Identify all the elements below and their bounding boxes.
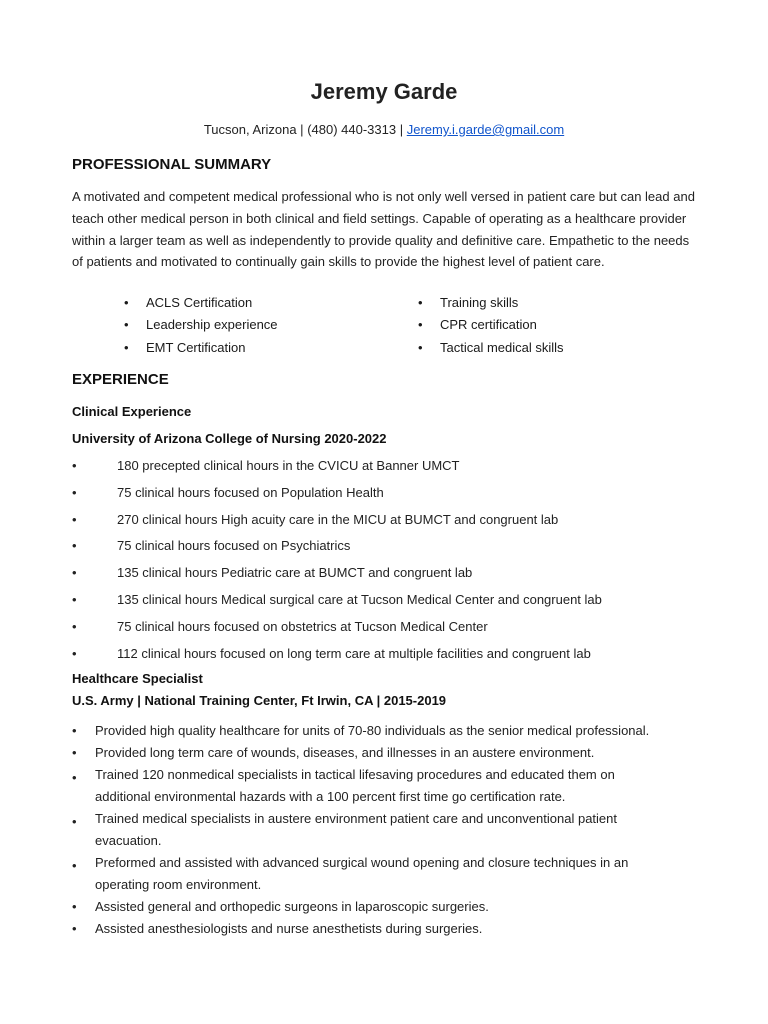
- bullet-icon: •: [72, 921, 77, 936]
- summary-heading: PROFESSIONAL SUMMARY: [72, 156, 272, 173]
- bullet-icon: •: [418, 340, 423, 355]
- experience-heading: EXPERIENCE: [72, 371, 169, 388]
- resume-name: Jeremy Garde: [310, 79, 458, 104]
- list-item: • Assisted general and orthopedic surgeons in laparoscopic surgeries.: [72, 899, 489, 914]
- bullet-icon: •: [72, 458, 77, 473]
- specialist-org: U.S. Army | National Training Center, Ft Irwin, CA | 2015-2019: [72, 693, 447, 708]
- list-item: • 75 clinical hours focused on Population Health: [72, 484, 384, 500]
- bullet-icon: •: [72, 858, 77, 873]
- bullet-icon: •: [72, 618, 77, 634]
- list-item: • 135 clinical hours Pediatric care at BUMCT and congruent lab: [72, 565, 473, 581]
- specialist-title: Healthcare Specialist: [72, 671, 203, 686]
- list-item: • Provided high quality healthcare for units of 70-80 individuals as the senior medical professional.: [72, 723, 650, 738]
- contact-separator: |: [300, 122, 304, 137]
- bullet-icon: •: [72, 899, 77, 914]
- list-item: • 270 clinical hours High acuity care in the MICU at BUMCT and congruent lab: [72, 511, 559, 527]
- list-item: • 75 clinical hours focused on Psychiatrics: [72, 538, 351, 554]
- clinical-list: [72, 458, 712, 672]
- list-item: • 135 clinical hours Medical surgical care at Tucson Medical Center and congruent lab: [72, 591, 602, 607]
- bullet-icon: •: [418, 295, 423, 310]
- email-link[interactable]: Jeremy.i.garde@gmail.com: [406, 122, 565, 137]
- list-item: • Trained 120 nonmedical specialists in tactical lifesaving procedures and educated them on additional environmental hazards with a 100 percent first time go certification rate.: [72, 767, 615, 804]
- location: Tucson, Arizona: [203, 122, 297, 137]
- bullet-icon: •: [72, 770, 77, 785]
- list-item: • 112 clinical hours focused on long term care at multiple facilities and congruent lab: [72, 645, 591, 661]
- list-item: • Preformed and assisted with advanced surgical wound opening and closure techniques in an operating room environment.: [72, 855, 629, 892]
- contact-line: [0, 122, 768, 137]
- clinical-title: Clinical Experience: [72, 404, 192, 419]
- bullet-icon: •: [72, 511, 77, 527]
- bullet-icon: •: [124, 340, 129, 355]
- bullet-icon: •: [72, 484, 77, 500]
- contact-separator: |: [399, 122, 404, 137]
- resume-page: Jeremy Garde Tucson, Arizona | (480) 440-3313 | Jeremy.i.garde@gmail.com PROFESSIONAL SUMMARY A motivated and competent medical professional who is not only well versed in patient care but can lead and teach other medical person in both clinical and field settings. Capable of operating as a healthcare provider within a larger team as well as independently to provide quality and definitive care. Empathetic to the needs of patients and motivated to continually gain skills to provide the highest level of patient care. • ACLS Certification • Leadership experience • EMT Certification • Training skills • CPR certification • Tactical medical skills EXPERIENCE Clinical Experience University of Arizona College of Nursing 2020-2022 • 180 precepted clinical hours in the CVICU at Banner UMCT • 75 clinical hours focused on Population Health • 270 clinical hours High acuity care in the MICU at BUMCT and congruent lab • 75 clinical hours focused on Psychiatrics • 135 clinical hours Pediatric care at BUMCT and congruent lab • 135 clinical hours Medical surgical care at Tucson Medical Center and congruent lab • 75 clinical hours focused on obstetrics at Tucson Medical Center • 112 clinical hours focused on long term care at multiple facilities and congruent lab Healthcare Specialist U.S. Army | National Training Center, Ft Irwin, CA | 2015-2019 • Provided high quality healthcare for units of 70-80 individuals as the senior medical professional. • Provided long term care of wounds, diseases, and illnesses in an austere environment. • Trained 120 nonmedical specialists in tactical lifesaving procedures and educated them on additional environmental hazards with a 100 percent first time go certification rate. • Trained medical specialists in austere environment patient care and unconventional patient evacuation. • Preformed and assisted with advanced surgical wound opening and closure techniques in an operating room environment. • Assisted general and orthopedic surgeons in laparoscopic surgeries. • Assisted anesthesiologists and nurse anesthetists during surgeries.: [0, 0, 768, 1024]
- bullet-icon: •: [124, 295, 129, 310]
- bullet-icon: •: [72, 645, 77, 661]
- specialist-list: [72, 723, 696, 943]
- list-item: • 75 clinical hours focused on obstetrics at Tucson Medical Center: [72, 618, 488, 634]
- bullet-icon: •: [72, 723, 77, 738]
- bullet-icon: •: [72, 745, 77, 760]
- bullet-icon: •: [124, 317, 129, 332]
- clinical-org: University of Arizona College of Nursing 2020-2022: [72, 431, 387, 446]
- phone: (480) 440-3313: [307, 122, 397, 137]
- summary-paragraph: A motivated and competent medical professional who is not only well versed in patient care but can lead and teach other medical person in both clinical and field settings. Capable of operating as a healthcare provider within a larger team as well as independently to provide quality and definitive care. Empathetic to the needs of patients and motivated to continually gain skills to provide the highest level of patient care.: [72, 189, 695, 270]
- list-item: • Provided long term care of wounds, diseases, and illnesses in an austere environment.: [72, 745, 595, 760]
- bullet-icon: •: [72, 591, 77, 607]
- bullet-icon: •: [72, 565, 77, 581]
- bullet-icon: •: [72, 538, 77, 554]
- bullet-icon: •: [72, 814, 77, 829]
- list-item: • Trained medical specialists in austere environment patient care and unconventional patient evacuation.: [72, 811, 617, 848]
- list-item: • 180 precepted clinical hours in the CVICU at Banner UMCT: [72, 458, 460, 473]
- list-item: • Assisted anesthesiologists and nurse anesthetists during surgeries.: [72, 921, 483, 936]
- bullet-icon: •: [418, 317, 423, 332]
